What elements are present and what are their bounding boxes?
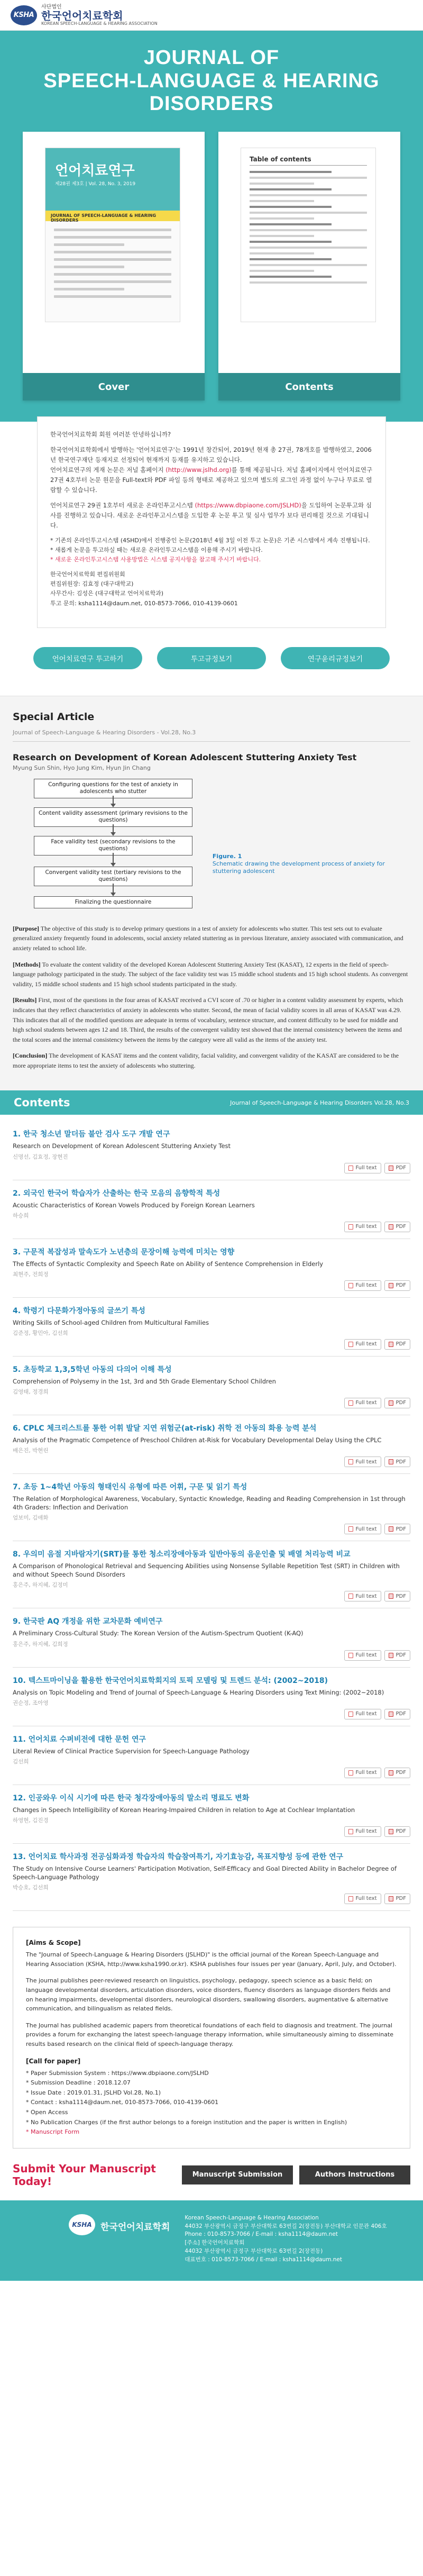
document-icon (348, 1166, 353, 1171)
cfp-system[interactable]: * Paper Submission System : https://www.dbpiaone.com/JSLHD (26, 2069, 209, 2077)
pdf-button[interactable] (384, 1222, 410, 1232)
document-icon (348, 1770, 353, 1776)
full-text-button[interactable] (344, 1524, 381, 1534)
pdf-label: PDF (396, 1459, 406, 1465)
article-english-title: A Comparison of Phonological Retrieval and Sequencing Abilities using Nonsense Syllable Repetition Test (SRT) in Children with and without Speech Sound Disorders (13, 1562, 400, 1579)
article-authors: 하승희 (13, 1212, 29, 1219)
article-authors: 엄보미, 김애화 (13, 1515, 49, 1522)
pdf-label: PDF (396, 1400, 406, 1406)
article-authors: 박승호, 김선희 (13, 1884, 49, 1891)
article-english-title: Changes in Speech Intelligibility of Korean Hearing-Impaired Children in relation to Age at Cochlear Implantation (13, 1806, 355, 1814)
hero-banner (0, 31, 423, 422)
article-item (13, 1180, 410, 1239)
flow-step-configuring: Configuring questions for the test of anxiety in adolescents who stutter (34, 779, 192, 798)
contents-button[interactable]: Contents (218, 373, 400, 400)
special-article-meta: Journal of Speech-Language & Hearing Disorders - Vol.28, No.3 (13, 729, 410, 742)
document-icon (348, 1283, 353, 1288)
document-icon (348, 1829, 353, 1834)
full-text-button[interactable] (344, 1894, 381, 1904)
article-korean-title[interactable]: 11. 언어치료 수퍼비전에 대한 문헌 연구 (13, 1735, 146, 1744)
pdf-icon (389, 1594, 393, 1599)
cfp-contact: * Contact : ksha1114@daum.net, 010-8573-7066, 010-4139-0601 (26, 2099, 219, 2106)
article-buttons (13, 1163, 410, 1173)
sign3: 사무간사: 김성은 (대구대학교 언어치료학과) (50, 590, 164, 597)
pdf-label: PDF (396, 1593, 406, 1599)
pdf-icon (389, 1829, 393, 1834)
greeting-note3[interactable]: * 새로운 온라인투고시스템 사용방법은 시스템 공지사항을 참고해 주시기 바랍니다. (50, 556, 261, 563)
full-text-label: Full text (355, 1828, 377, 1835)
greeting-note1: * 기존의 온라인투고시스템 (4SHD)에서 진행중인 논문(2018년 4월 3일 이전 투고 논문)은 기존 시스템에서 계속 진행됩니다. (50, 536, 370, 544)
article-english-title: Writing Skills of School-aged Children from Multicultural Families (13, 1318, 209, 1326)
contents-card[interactable] (218, 132, 400, 400)
full-text-label: Full text (355, 1224, 377, 1230)
document-icon (348, 1594, 353, 1599)
article-korean-title[interactable]: 5. 초등학교 1,3,5학년 아동의 다의어 이해 특성 (13, 1365, 172, 1374)
article-buttons (13, 1222, 410, 1232)
document-icon (348, 1526, 353, 1532)
article-korean-title[interactable]: 9. 한국판 AQ 개정을 위한 교차문화 예비연구 (13, 1617, 163, 1626)
sign2: 편집위원장: 김효정 (대구대학교) (50, 580, 134, 588)
footer-info4: [주소] 한국언어치료학회 (185, 2240, 245, 2246)
pdf-icon (389, 1342, 393, 1347)
article-korean-title[interactable]: 3. 구문적 복잡성과 말속도가 노년층의 문장이해 능력에 미치는 영향 (13, 1248, 235, 1257)
flow-arrow-4 (113, 884, 114, 893)
pdf-button[interactable] (384, 1163, 410, 1173)
document-icon (348, 1712, 353, 1717)
greeting-box (37, 416, 386, 628)
cover-text-lines (45, 221, 180, 310)
article-english-title: The Relation of Morphological Awareness, Vocabulary, Syntactic Knowledge, Reading and Reading Comprehension in 1st through 4th Graders: Inflection and Derivation (13, 1495, 406, 1512)
article-korean-title[interactable]: 8. 우의미 음절 지바람자기(SRT)를 통한 청소리장애아동과 일반아동의 음운인출 및 배열 처리능력 비교 (13, 1550, 351, 1559)
article-item (13, 1785, 410, 1844)
greeting-p1: 한국언어치료학회 회원 여러분 안녕하십니까? (50, 431, 171, 439)
full-text-label: Full text (355, 1400, 377, 1406)
article-item (13, 1474, 410, 1541)
greeting-p2b: 언어치료연구의 게재 논문은 저널 홈페이지 (50, 466, 164, 474)
abstract (13, 924, 410, 1071)
article-english-title: Research on Development of Korean Adolescent Stuttering Anxiety Test (13, 1142, 231, 1150)
article-korean-title[interactable]: 7. 초등 1~4학년 아동의 형태인식 유형에 따른 어휘, 구문 및 읽기 특성 (13, 1483, 247, 1492)
cover-book-band: JOURNAL OF SPEECH-LANGUAGE & HEARING DISORDERS (45, 211, 180, 221)
pdf-label: PDF (396, 1526, 406, 1532)
full-text-button[interactable] (344, 1650, 381, 1661)
article-english-title: Acoustic Characteristics of Korean Vowels Produced by Foreign Korean Learners (13, 1201, 255, 1209)
article-item (13, 1541, 410, 1608)
cfp-open-access: * Open Access (26, 2109, 68, 2116)
logo-eng: KOREAN SPEECH-LANGUAGE & HEARING ASSOCIATION (41, 21, 158, 26)
full-text-button[interactable] (344, 1163, 381, 1173)
pdf-button[interactable] (384, 1826, 410, 1837)
pdf-button[interactable] (384, 1894, 410, 1904)
article-english-title: Comprehension of Polysemy in the 1st, 3rd and 5th Grade Elementary School Children (13, 1377, 276, 1385)
quick-links (0, 647, 423, 669)
aims-heading: [Aims & Scope] (26, 1938, 81, 1946)
full-text-label: Full text (355, 1770, 377, 1776)
footer-info1: Korean Speech-Language & Hearing Association (185, 2214, 319, 2221)
greeting-p3a: 언어치료연구 29권 1호부터 새로운 온라인투고시스템 (50, 501, 193, 509)
full-text-label: Full text (355, 1896, 377, 1902)
article-buttons (13, 1280, 410, 1291)
pdf-button[interactable] (384, 1398, 410, 1408)
pdf-label: PDF (396, 1652, 406, 1659)
manuscript-submission-button[interactable]: Manuscript Submission (182, 2165, 293, 2184)
flow-step-convergent-validity: Convergent validity test (tertiary revisions to the questions) (34, 867, 192, 886)
submit-paper-button[interactable]: 언어치료연구 투고하기 (33, 647, 142, 669)
sign4: 투고 문의: ksha1114@daum.net, 010-8573-7066, 010-4139-0601 (50, 599, 238, 607)
article-authors: 권순정, 조아영 (13, 1699, 49, 1706)
full-text-button[interactable] (344, 1398, 381, 1408)
article-english-title: The Effects of Syntactic Complexity and Speech Rate on Ability of Sentence Comprehension in Elderly (13, 1260, 324, 1268)
submission-rules-button[interactable]: 투고규정보기 (157, 647, 266, 669)
greeting-p3b: 을 도입하여 논문투고와 심사를 진행하고 있습니다. 새로운 온라인투고시스템을 도입한 후 논문 투고 및 심사 업무가 보다 편리해질 것으로 기대됩니다. (50, 501, 372, 529)
cover-button[interactable]: Cover (23, 373, 205, 400)
pdf-icon (389, 1459, 393, 1464)
toc-head: Table of contents (250, 156, 367, 166)
article-english-title: A Preliminary Cross-Cultural Study: The Korean Version of the Autism-Spectrum Quotient (K-AQ) (13, 1630, 304, 1637)
pdf-icon (389, 1224, 393, 1230)
article-list (0, 1115, 423, 1927)
article-item (13, 1357, 410, 1415)
full-text-label: Full text (355, 1459, 377, 1465)
full-text-button[interactable] (344, 1457, 381, 1467)
pdf-icon (389, 1166, 393, 1171)
full-text-button[interactable] (344, 1709, 381, 1719)
contents-header (0, 1090, 423, 1115)
article-english-title: Analysis on Topic Modeling and Trend of Journal of Speech-Language & Hearing Disorders using Text Mining: (2002~2018) (13, 1688, 384, 1696)
article-buttons (13, 1339, 410, 1350)
article-authors: 김준정, 황민아, 김선희 (13, 1330, 68, 1336)
pdf-button[interactable] (384, 1591, 410, 1601)
article-korean-title[interactable]: 1. 한국 청소년 말더듬 불안 검사 도구 개발 연구 (13, 1130, 170, 1139)
special-article-figure (13, 779, 410, 916)
article-authors: 하영현, 김진경 (13, 1817, 49, 1824)
article-korean-title[interactable]: 12. 인공와우 이식 시기에 따른 한국 청각장애아동의 말소리 명료도 변화 (13, 1794, 250, 1803)
article-item (13, 1298, 410, 1357)
aims-p3: The Journal has published academic papers from theoretical foundations of each field to diagnosis and treatment. The journal provides a forum for exchanging the latest speech-language therapy information, while simultaneously aiming to disseminate results based research on the clinical field of speech-language therapy. (26, 2022, 394, 2047)
flow-step-content-validity: Content validity assessment (primary revisions to the questions) (34, 807, 192, 827)
article-buttons (13, 1591, 410, 1601)
ethics-rules-button[interactable]: 연구윤리규정보기 (281, 647, 390, 669)
aims-p2: The journal publishes peer-reviewed research on linguistics, psychology, pedagogy, speech science as a basic field; on language developmental disorders, articulation disorders, voice disorders, fluency disorders as language disorders fields and on hearing impairments, developmental disorders, neurological disorders, swallowing disorders, augmentative & alternative communication, and bilingualism as related fields. (26, 1977, 391, 2013)
full-text-label: Full text (355, 1593, 377, 1599)
article-buttons (13, 1457, 410, 1467)
pdf-label: PDF (396, 1224, 406, 1230)
article-authors: 홍은주, 하지혜, 김정미 (13, 1582, 68, 1589)
document-icon (348, 1896, 353, 1901)
pdf-button[interactable] (384, 1524, 410, 1534)
greeting-p2a: 한국언어치료학회에서 발행하는 '언어치료연구'는 1991년 창간되어, 2019년 현재 총 27권, 78개호를 발행하였고, 2006년 한국연구재단 등재지로 선정되어 현재까지 등재를 유지하고 있습니다. (50, 446, 372, 463)
top-bar (0, 0, 423, 31)
full-text-button[interactable] (344, 1280, 381, 1291)
journal-homepage-link[interactable]: (http://www.jslhd.org) (165, 466, 232, 474)
article-item (13, 1415, 410, 1474)
article-korean-title[interactable]: 6. CPLC 체크리스트를 통한 어휘 발달 지연 위험군(at-risk) 취학 전 아동의 화용 능력 분석 (13, 1424, 317, 1433)
aims-p1: The "Journal of Speech-Language & Hearing Disorders (JSLHD)" is the official journal of the Korean Speech-Language and Hearing Association (KSHA, http://www.ksha1990.or.kr). KSHA publishes four issues per year (January, April, July, and October). (26, 1951, 397, 1968)
figure-caption-label: Figure. 1 (212, 852, 242, 860)
cfp-deadline: * Submission Deadline : 2018.12.07 (26, 2079, 131, 2087)
article-korean-title[interactable]: 10. 텍스트마이닝을 활용한 한국언어치료학회지의 토픽 모델링 및 트렌드 분석: (2002~2018) (13, 1676, 328, 1685)
greeting-p3 (50, 500, 373, 531)
pdf-icon (389, 1653, 393, 1658)
pdf-label: PDF (396, 1770, 406, 1776)
article-authors: 신명선, 김효정, 장현진 (13, 1153, 68, 1160)
full-text-label: Full text (355, 1165, 377, 1171)
special-article-heading[interactable]: Research on Development of Korean Adolescent Stuttering Anxiety Test (13, 752, 357, 762)
special-article-section (0, 696, 423, 1091)
footer-logo-icon: KSHA (69, 2214, 95, 2235)
journal-title-line1: JOURNAL OF (143, 47, 280, 69)
full-text-button[interactable] (344, 1339, 381, 1350)
abstract-conclusion: [Conclusion] The development of KASAT items and the content validity, facial validity, and convergent validity of the KASAT are considered to be the more appropriate items to test the anxiety of adolescents who stuttering. (13, 1052, 399, 1069)
full-text-button[interactable] (344, 1222, 381, 1232)
special-article-authors: Myung Sun Shin, Hyo Jung Kim, Hyun Jin Chang (13, 764, 151, 771)
cover-book-title: 언어치료연구 (55, 163, 135, 179)
abstract-methods: [Methods] To evaluate the content validity of the developed Korean Adolescent Stuttering Anxiety Test (KASAT), 12 experts in the field of speech-language pathology participated in the study. The subject of the face validity test was 15 middle school students and 15 high school students. As convergent validity, 15 middle school students and 15 high school students participated in the study. (13, 960, 408, 988)
greeting-p2c: 를 통해 제공됩니다. 저널 홈페이지에서 언어치료연구 27권 4호부터 논문 원문을 Full-text와 PDF 파일 등의 형태로 제공하고 있으며 별도의 로그인 과정 없이 누구나 무료로 열람할 수 있습니다. (50, 466, 373, 494)
contents-title: Contents (14, 1096, 70, 1109)
full-text-label: Full text (355, 1341, 377, 1348)
article-buttons (13, 1826, 410, 1837)
pdf-label: PDF (396, 1165, 406, 1171)
cfp-no-charges: * No Publication Charges (if the first author belongs to a foreign institution and the paper is written in English) (26, 2118, 347, 2126)
cover-card[interactable] (23, 132, 205, 400)
full-text-label: Full text (355, 1711, 377, 1717)
pdf-button[interactable] (384, 1650, 410, 1661)
article-item (13, 1608, 410, 1667)
footer (0, 2200, 423, 2281)
article-buttons (13, 1650, 410, 1661)
document-icon (348, 1400, 353, 1406)
article-authors: 홍은주, 하지혜, 김희정 (13, 1641, 68, 1647)
document-icon (348, 1342, 353, 1347)
contents-meta: Journal of Speech-Language & Hearing Disorders Vol.28, No.3 (230, 1099, 409, 1106)
article-buttons (13, 1709, 410, 1719)
journal-title (0, 47, 423, 116)
cover-book-sub: 제28권 제3호 | Vol. 28, No. 3, 2019 (55, 181, 136, 187)
article-buttons (13, 1398, 410, 1408)
footer-name: 한국언어치료학회 (100, 2222, 170, 2233)
call-for-paper-list (26, 2069, 397, 2137)
greeting-notes (50, 536, 373, 565)
authors-instructions-button[interactable]: Authors Instructions (299, 2165, 410, 2184)
article-english-title: Literal Review of Clinical Practice Supervision for Speech-Language Pathology (13, 1747, 250, 1755)
full-text-label: Full text (355, 1652, 377, 1659)
manuscript-form-link[interactable]: * Manuscript Form (26, 2128, 80, 2136)
flow-step-finalizing: Finalizing the questionnaire (34, 896, 192, 909)
article-buttons (13, 1768, 410, 1778)
pdf-icon (389, 1896, 393, 1901)
cover-top (45, 148, 180, 211)
article-item (13, 1668, 410, 1726)
pdf-label: PDF (396, 1711, 406, 1717)
document-icon (348, 1459, 353, 1464)
flow-arrow-1 (113, 796, 114, 804)
pdf-label: PDF (396, 1282, 406, 1289)
article-english-title: Analysis of the Pragmatic Competence of Preschool Children at-Risk for Vocabulary Developmental Delay Using the CPLC (13, 1436, 382, 1444)
article-korean-title[interactable]: 13. 언어치료 학사과정 전공심화과정 학습자의 학습참여특기, 자기효능감, 목표지향성 등에 관한 연구 (13, 1852, 344, 1861)
abstract-results: [Results] First, most of the questions in the four areas of KASAT received a CVI score of .70 or higher in a content validity assessment by experts, which indicates that they reflect characteristics of anxiety in adolescents who stutter. Second, the mean of facial validity scores in all areas of KASAT was 4.29. This indicates that all of the modified questions are adequate in terms of vocabulary, sentence structure, and content difficulty to be used for middle and high school students between ages 12 and 18. Third, the results of the convergent validity test showed that the internal consistency between the items and the total scores and the internal consistency between the items by the category were all valid as the items of the anxiety test. (13, 996, 403, 1043)
cfp-issue-date: * Issue Date : 2019.01.31, JSLHD Vol.28, No.1) (26, 2089, 161, 2096)
greeting-signature (50, 570, 373, 608)
article-buttons (13, 1524, 410, 1534)
pdf-button[interactable] (384, 1280, 410, 1291)
greeting-note2: * 새롭게 논문을 투고하실 때는 새로운 온라인투고시스템을 이용해 주시기 바랍니다. (50, 546, 263, 553)
pdf-button[interactable] (384, 1339, 410, 1350)
full-text-button[interactable] (344, 1826, 381, 1837)
article-item (13, 1121, 410, 1180)
sign1: 한국언어치료학회 편집위원회 (50, 571, 125, 578)
document-icon (348, 1653, 353, 1658)
flow-arrow-2 (113, 824, 114, 833)
article-buttons (13, 1894, 410, 1904)
footer-info3: Phone : 010-8573-7066 / E-mail : ksha1114@daum.net (185, 2231, 338, 2238)
article-authors: 김선희 (13, 1758, 29, 1765)
hero-covers (0, 132, 423, 400)
submission-system-link[interactable]: (https://www.dbpiaone.com/JSLHD) (195, 501, 301, 509)
abstract-purpose: [Purpose] The objective of this study is to develop primary questions in a test of anxiety for adolescents who stutter. This test sets out to evaluate generalized anxiety frequently found in adolescents, social anxiety related stuttering as in previous literature, anxiety associated with communication, and anxiety related to school life. (13, 924, 403, 952)
pdf-icon (389, 1283, 393, 1288)
cover-image (45, 148, 180, 322)
logo-text (41, 4, 158, 26)
figure-caption-text: Schematic drawing the development process of anxiety for stuttering adolescent (212, 860, 385, 875)
flow-step-face-validity: Face validity test (secondary revisions to the questions) (34, 836, 192, 855)
special-article-title: Special Article (13, 711, 95, 723)
article-authors: 배은진, 박현린 (13, 1448, 49, 1454)
pdf-button[interactable] (384, 1709, 410, 1719)
pdf-label: PDF (396, 1828, 406, 1835)
footer-info2: 44032 부산광역시 금정구 부산대학로 63번길 2(장전동) 부산대학교 인문관 406호 (185, 2223, 387, 2229)
journal-title-line2: SPEECH-LANGUAGE & HEARING DISORDERS (43, 69, 380, 115)
footer-info (185, 2214, 387, 2264)
ksha-logo-icon[interactable]: KSHA (11, 5, 37, 25)
article-english-title: The Study on Intensive Course Learners' Participation Motivation, Self-Efficacy and Goal Directed Ability in Bachelor Degree of Speech-Language Pathology (13, 1864, 397, 1881)
figure-caption (213, 853, 410, 916)
call-for-paper-heading: [Call for paper] (26, 2057, 81, 2065)
article-korean-title[interactable]: 2. 외국인 한국어 학습자가 산출하는 한국 모음의 음향학적 특성 (13, 1189, 220, 1198)
article-item (13, 1844, 410, 1911)
footer-info5: 44032 부산광역시 금정구 부산대학로 63번길 2(장전동) (185, 2247, 323, 2254)
full-text-button[interactable] (344, 1768, 381, 1778)
full-text-label: Full text (355, 1282, 377, 1289)
pdf-label: PDF (396, 1896, 406, 1902)
flow-arrow-3 (113, 853, 114, 863)
pdf-icon (389, 1400, 393, 1406)
full-text-button[interactable] (344, 1591, 381, 1601)
pdf-icon (389, 1526, 393, 1532)
article-item (13, 1726, 410, 1785)
full-text-label: Full text (355, 1526, 377, 1532)
greeting-p2 (50, 445, 373, 495)
article-korean-title[interactable]: 4. 학령기 다문화가정아동의 글쓰기 특성 (13, 1306, 145, 1315)
article-authors: 김영태, 정경희 (13, 1388, 49, 1395)
pdf-label: PDF (396, 1341, 406, 1348)
logo-main: 한국언어치료학회 (41, 9, 123, 22)
submit-title: Submit Your Manuscript Today! (13, 2162, 156, 2188)
pdf-icon (389, 1712, 393, 1717)
toc-image (241, 148, 376, 322)
document-icon (348, 1224, 353, 1230)
pdf-button[interactable] (384, 1768, 410, 1778)
aims-scope-box (13, 1927, 410, 2149)
submit-buttons (182, 2165, 410, 2184)
footer-info6: 대표번호 : 010-8573-7066 / E-mail : ksha1114@daum.net (185, 2256, 342, 2263)
submit-row (0, 2149, 423, 2200)
logo-small: 사단법인 (41, 4, 62, 10)
article-item (13, 1239, 410, 1298)
flow-diagram (13, 779, 203, 916)
pdf-icon (389, 1770, 393, 1776)
pdf-button[interactable] (384, 1457, 410, 1467)
article-authors: 최현주, 전희정 (13, 1271, 49, 1278)
